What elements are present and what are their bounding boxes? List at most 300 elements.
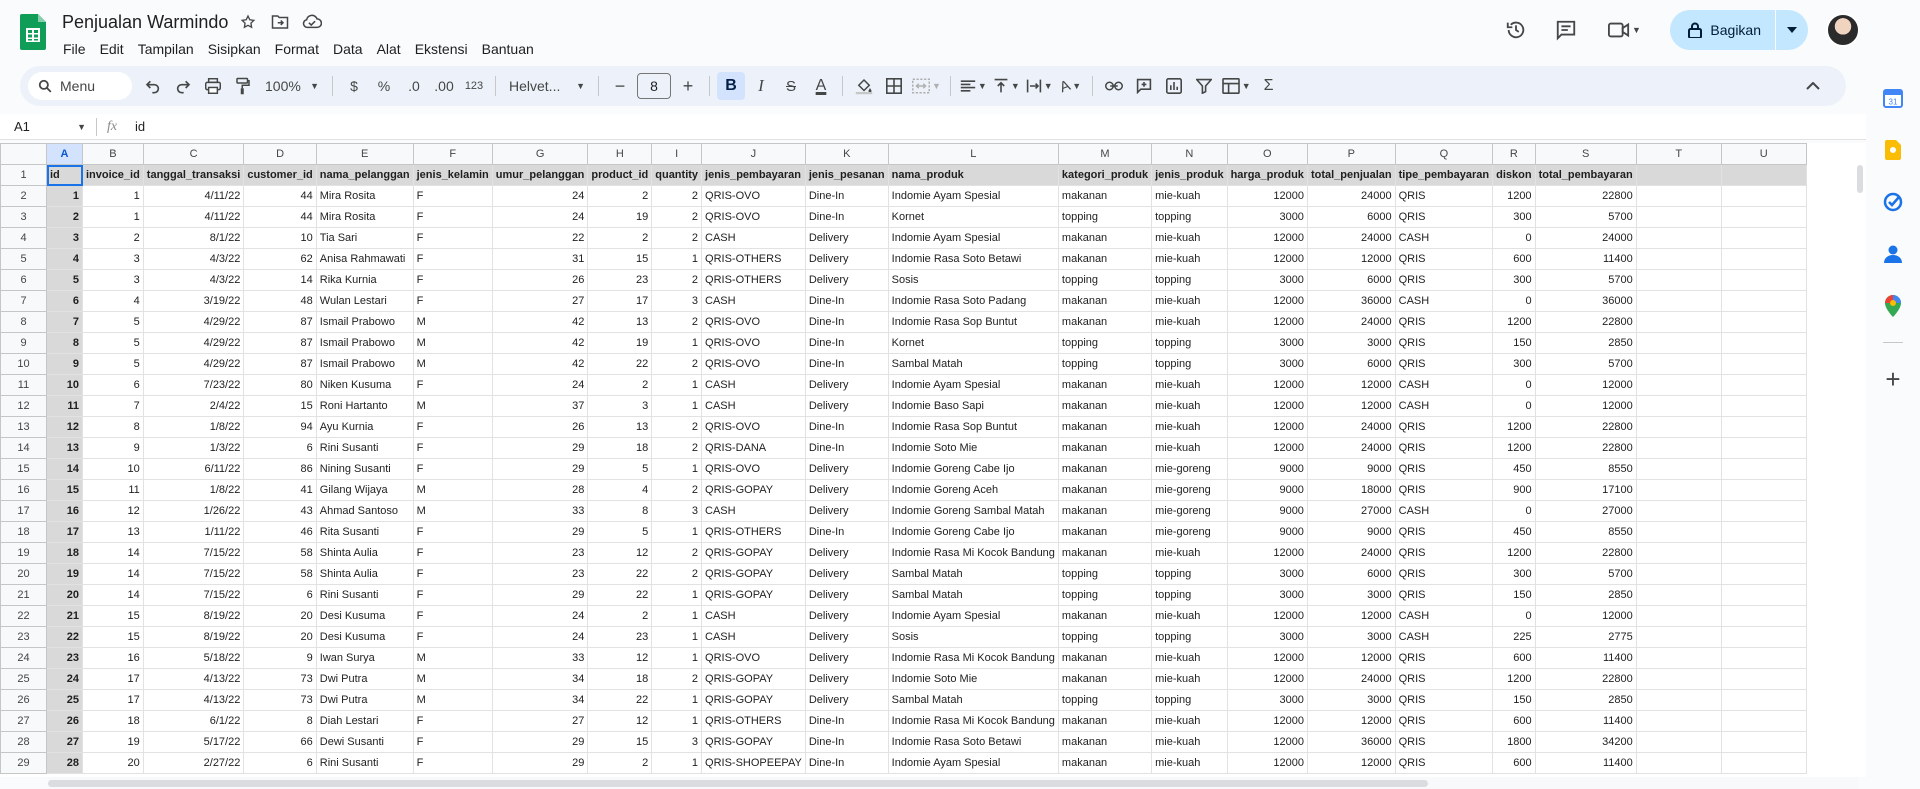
cell[interactable]: QRIS-GOPAY: [702, 564, 806, 585]
menu-help[interactable]: Bantuan: [481, 41, 534, 57]
cell[interactable]: 6/1/22: [143, 711, 244, 732]
cell[interactable]: 17: [47, 522, 83, 543]
cell[interactable]: 16: [47, 501, 83, 522]
header-cell[interactable]: jenis_pesanan: [805, 165, 888, 186]
comments-icon[interactable]: [1546, 10, 1586, 50]
cell[interactable]: 62: [244, 249, 316, 270]
row-header[interactable]: 4: [1, 228, 47, 249]
cell[interactable]: 24000: [1307, 669, 1395, 690]
cell[interactable]: 4/11/22: [143, 207, 244, 228]
text-rotation-button[interactable]: [1057, 72, 1085, 100]
cell[interactable]: 3000: [1227, 564, 1307, 585]
cell[interactable]: 48: [244, 291, 316, 312]
menu-edit[interactable]: Edit: [99, 41, 124, 57]
cell[interactable]: Indomie Baso Sapi: [888, 396, 1058, 417]
cell[interactable]: Wulan Lestari: [316, 291, 413, 312]
cell[interactable]: F: [413, 186, 492, 207]
merge-cells-icon[interactable]: [910, 72, 943, 100]
cell[interactable]: 7/15/22: [143, 585, 244, 606]
cell[interactable]: 1: [83, 186, 144, 207]
cell[interactable]: QRIS-OVO: [702, 459, 806, 480]
empty-cell[interactable]: [1636, 186, 1721, 207]
cell[interactable]: Sosis: [888, 627, 1058, 648]
cell[interactable]: Ismail Prabowo: [316, 312, 413, 333]
cell[interactable]: 80: [244, 375, 316, 396]
cell[interactable]: 12000: [1227, 543, 1307, 564]
cell[interactable]: mie-kuah: [1152, 396, 1227, 417]
empty-cell[interactable]: [1636, 375, 1721, 396]
cell[interactable]: 42: [492, 354, 588, 375]
cell[interactable]: 3: [47, 228, 83, 249]
cell[interactable]: 3000: [1227, 354, 1307, 375]
cell[interactable]: Tia Sari: [316, 228, 413, 249]
cell[interactable]: 31: [492, 249, 588, 270]
cell[interactable]: QRIS-OVO: [702, 312, 806, 333]
cell[interactable]: 36000: [1307, 291, 1395, 312]
cell[interactable]: 12000: [1535, 396, 1636, 417]
cell[interactable]: 23: [492, 564, 588, 585]
cell[interactable]: 300: [1493, 270, 1535, 291]
empty-cell[interactable]: [1636, 459, 1721, 480]
cell[interactable]: Indomie Rasa Mi Kocok Bandung: [888, 543, 1058, 564]
cell[interactable]: Indomie Goreng Aceh: [888, 480, 1058, 501]
cell[interactable]: 150: [1493, 585, 1535, 606]
cell[interactable]: 24000: [1307, 438, 1395, 459]
header-cell[interactable]: customer_id: [244, 165, 316, 186]
cell[interactable]: M: [413, 312, 492, 333]
cell[interactable]: Ayu Kurnia: [316, 417, 413, 438]
cell[interactable]: QRIS: [1395, 543, 1492, 564]
cell[interactable]: Indomie Rasa Soto Betawi: [888, 249, 1058, 270]
cell[interactable]: 11400: [1535, 711, 1636, 732]
cell[interactable]: 19: [83, 732, 144, 753]
cell[interactable]: mie-kuah: [1152, 438, 1227, 459]
cell[interactable]: QRIS-GOPAY: [702, 480, 806, 501]
cell[interactable]: 2: [83, 228, 144, 249]
cell[interactable]: Sosis: [888, 270, 1058, 291]
cell[interactable]: 17: [588, 291, 652, 312]
header-cell[interactable]: kategori_produk: [1058, 165, 1151, 186]
cell[interactable]: Dine-In: [805, 354, 888, 375]
empty-cell[interactable]: [1721, 291, 1806, 312]
cell[interactable]: 1: [652, 606, 702, 627]
cell[interactable]: makanan: [1058, 753, 1151, 774]
cell[interactable]: CASH: [702, 396, 806, 417]
empty-cell[interactable]: [1721, 564, 1806, 585]
cell[interactable]: mie-kuah: [1152, 291, 1227, 312]
cell[interactable]: 5700: [1535, 270, 1636, 291]
cell[interactable]: 6000: [1307, 270, 1395, 291]
cell[interactable]: 19: [588, 333, 652, 354]
cell[interactable]: QRIS-GOPAY: [702, 543, 806, 564]
empty-cell[interactable]: [1721, 648, 1806, 669]
cell[interactable]: 15: [588, 732, 652, 753]
row-header[interactable]: 14: [1, 438, 47, 459]
empty-cell[interactable]: [1636, 165, 1721, 186]
more-formats-button[interactable]: 123: [464, 80, 484, 92]
cell[interactable]: 24000: [1307, 186, 1395, 207]
star-icon[interactable]: [236, 10, 260, 34]
formula-input[interactable]: id: [135, 119, 146, 134]
cell[interactable]: QRIS-SHOPEEPAY: [702, 753, 806, 774]
cell[interactable]: 24000: [1307, 417, 1395, 438]
cell[interactable]: QRIS: [1395, 732, 1492, 753]
cell[interactable]: 9000: [1307, 522, 1395, 543]
cell[interactable]: 24000: [1307, 228, 1395, 249]
row-header[interactable]: 13: [1, 417, 47, 438]
cell[interactable]: 12000: [1227, 711, 1307, 732]
empty-cell[interactable]: [1636, 585, 1721, 606]
cell[interactable]: CASH: [702, 501, 806, 522]
cell[interactable]: 22: [588, 564, 652, 585]
cell[interactable]: 3: [652, 501, 702, 522]
empty-cell[interactable]: [1721, 438, 1806, 459]
cell[interactable]: 1200: [1493, 543, 1535, 564]
increase-font-size-button[interactable]: +: [682, 75, 694, 96]
cell[interactable]: 1200: [1493, 186, 1535, 207]
bold-button[interactable]: B: [717, 72, 745, 100]
cell[interactable]: Delivery: [805, 480, 888, 501]
cell[interactable]: 2: [652, 354, 702, 375]
column-header-u[interactable]: U: [1721, 144, 1806, 165]
cell[interactable]: 2850: [1535, 690, 1636, 711]
cell[interactable]: mie-kuah: [1152, 375, 1227, 396]
row-header[interactable]: 17: [1, 501, 47, 522]
cell[interactable]: 15: [244, 396, 316, 417]
cell[interactable]: 15: [83, 606, 144, 627]
cell[interactable]: topping: [1058, 627, 1151, 648]
cell[interactable]: 23: [588, 270, 652, 291]
cell[interactable]: CASH: [1395, 396, 1492, 417]
cell[interactable]: 2: [652, 228, 702, 249]
cell[interactable]: mie-kuah: [1152, 186, 1227, 207]
cell[interactable]: Dine-In: [805, 333, 888, 354]
cell[interactable]: 6000: [1307, 354, 1395, 375]
column-header-b[interactable]: B: [83, 144, 144, 165]
cell[interactable]: 900: [1493, 480, 1535, 501]
column-header-d[interactable]: D: [244, 144, 316, 165]
cell[interactable]: 4/29/22: [143, 333, 244, 354]
cell[interactable]: mie-kuah: [1152, 228, 1227, 249]
cell[interactable]: QRIS: [1395, 207, 1492, 228]
row-header[interactable]: 10: [1, 354, 47, 375]
empty-cell[interactable]: [1636, 732, 1721, 753]
cell[interactable]: makanan: [1058, 669, 1151, 690]
cell[interactable]: mie-goreng: [1152, 522, 1227, 543]
cell[interactable]: 22: [588, 690, 652, 711]
cell[interactable]: 22800: [1535, 312, 1636, 333]
cell[interactable]: QRIS-GOPAY: [702, 669, 806, 690]
cell[interactable]: Indomie Rasa Soto Padang: [888, 291, 1058, 312]
empty-cell[interactable]: [1636, 690, 1721, 711]
cell[interactable]: 5: [588, 459, 652, 480]
cell[interactable]: 29: [492, 732, 588, 753]
cell[interactable]: 73: [244, 690, 316, 711]
empty-cell[interactable]: [1636, 564, 1721, 585]
cell[interactable]: 600: [1493, 249, 1535, 270]
cell[interactable]: 23: [47, 648, 83, 669]
filter-views-icon[interactable]: [1220, 72, 1253, 100]
cell[interactable]: 24000: [1535, 228, 1636, 249]
cell[interactable]: QRIS-OVO: [702, 354, 806, 375]
cell[interactable]: QRIS: [1395, 270, 1492, 291]
cell[interactable]: 87: [244, 333, 316, 354]
cell[interactable]: 11400: [1535, 753, 1636, 774]
zoom-select[interactable]: [259, 72, 325, 100]
cell[interactable]: 0: [1493, 606, 1535, 627]
cell[interactable]: 34200: [1535, 732, 1636, 753]
cell[interactable]: 2: [588, 228, 652, 249]
cell[interactable]: F: [413, 207, 492, 228]
cell[interactable]: makanan: [1058, 249, 1151, 270]
cell[interactable]: 12000: [1227, 417, 1307, 438]
empty-cell[interactable]: [1636, 606, 1721, 627]
cell[interactable]: 300: [1493, 564, 1535, 585]
cell[interactable]: 44: [244, 186, 316, 207]
avatar[interactable]: [1826, 13, 1860, 47]
horizontal-scroll-thumb[interactable]: [48, 780, 1428, 787]
cell[interactable]: F: [413, 543, 492, 564]
filter-icon[interactable]: [1190, 72, 1218, 100]
cell[interactable]: 2: [588, 375, 652, 396]
cell[interactable]: 36000: [1535, 291, 1636, 312]
cell[interactable]: 7/15/22: [143, 543, 244, 564]
row-header[interactable]: 16: [1, 480, 47, 501]
cell[interactable]: 33: [492, 648, 588, 669]
cell[interactable]: QRIS: [1395, 417, 1492, 438]
cell[interactable]: topping: [1152, 354, 1227, 375]
cell[interactable]: 8: [244, 711, 316, 732]
menu-search[interactable]: [28, 72, 132, 100]
cell[interactable]: 4: [588, 480, 652, 501]
cell[interactable]: F: [413, 291, 492, 312]
keep-icon[interactable]: [1879, 136, 1907, 164]
cell[interactable]: Indomie Ayam Spesial: [888, 606, 1058, 627]
cell[interactable]: 12000: [1307, 375, 1395, 396]
cell[interactable]: CASH: [1395, 291, 1492, 312]
cell[interactable]: F: [413, 375, 492, 396]
empty-cell[interactable]: [1721, 606, 1806, 627]
cell[interactable]: QRIS: [1395, 753, 1492, 774]
row-header[interactable]: 27: [1, 711, 47, 732]
cell[interactable]: 2850: [1535, 333, 1636, 354]
cell[interactable]: topping: [1058, 690, 1151, 711]
sheets-logo-icon[interactable]: [20, 14, 46, 50]
cell[interactable]: Delivery: [805, 459, 888, 480]
header-cell[interactable]: tipe_pembayaran: [1395, 165, 1492, 186]
cell[interactable]: 7/15/22: [143, 564, 244, 585]
cell[interactable]: makanan: [1058, 417, 1151, 438]
cell[interactable]: 9000: [1227, 522, 1307, 543]
cell[interactable]: 9: [244, 648, 316, 669]
cell[interactable]: Dine-In: [805, 312, 888, 333]
cell[interactable]: Indomie Soto Mie: [888, 669, 1058, 690]
cell[interactable]: 5: [83, 354, 144, 375]
cell[interactable]: Rita Susanti: [316, 522, 413, 543]
cell[interactable]: 8550: [1535, 459, 1636, 480]
cell[interactable]: 19: [588, 207, 652, 228]
empty-cell[interactable]: [1721, 354, 1806, 375]
cell[interactable]: 1: [652, 249, 702, 270]
cell[interactable]: Dine-In: [805, 291, 888, 312]
column-header-g[interactable]: G: [492, 144, 588, 165]
cell[interactable]: 12000: [1227, 669, 1307, 690]
cell[interactable]: 0: [1493, 501, 1535, 522]
cell[interactable]: 22: [47, 627, 83, 648]
cell[interactable]: 12: [83, 501, 144, 522]
cell[interactable]: 1200: [1493, 312, 1535, 333]
cell[interactable]: Gilang Wijaya: [316, 480, 413, 501]
cell[interactable]: 24000: [1307, 543, 1395, 564]
cell[interactable]: Delivery: [805, 564, 888, 585]
cell[interactable]: 6: [83, 375, 144, 396]
cloud-saved-icon[interactable]: [300, 10, 324, 34]
cell[interactable]: 20: [244, 606, 316, 627]
empty-cell[interactable]: [1636, 480, 1721, 501]
version-history-icon[interactable]: [1496, 10, 1536, 50]
row-header[interactable]: 20: [1, 564, 47, 585]
cell[interactable]: CASH: [1395, 501, 1492, 522]
cell[interactable]: makanan: [1058, 501, 1151, 522]
cell[interactable]: Delivery: [805, 228, 888, 249]
empty-cell[interactable]: [1721, 711, 1806, 732]
cell[interactable]: mie-kuah: [1152, 648, 1227, 669]
cell[interactable]: Diah Lestari: [316, 711, 413, 732]
cell[interactable]: 13: [588, 312, 652, 333]
cell[interactable]: 1: [652, 522, 702, 543]
cell[interactable]: QRIS: [1395, 690, 1492, 711]
row-header[interactable]: 28: [1, 732, 47, 753]
cell[interactable]: Mira Rosita: [316, 186, 413, 207]
cell[interactable]: 3000: [1227, 585, 1307, 606]
cell[interactable]: topping: [1152, 207, 1227, 228]
row-header[interactable]: 9: [1, 333, 47, 354]
cell[interactable]: Sambal Matah: [888, 690, 1058, 711]
empty-cell[interactable]: [1636, 753, 1721, 774]
cell[interactable]: 13: [83, 522, 144, 543]
cell[interactable]: makanan: [1058, 291, 1151, 312]
cell[interactable]: Desi Kusuma: [316, 606, 413, 627]
decrease-font-size-button[interactable]: −: [614, 75, 626, 96]
row-header[interactable]: 5: [1, 249, 47, 270]
row-header[interactable]: 25: [1, 669, 47, 690]
cell[interactable]: Indomie Soto Mie: [888, 438, 1058, 459]
cell[interactable]: 1: [83, 207, 144, 228]
cell[interactable]: 2: [652, 564, 702, 585]
move-folder-icon[interactable]: [268, 10, 292, 34]
cell[interactable]: 4: [47, 249, 83, 270]
cell[interactable]: 1: [652, 753, 702, 774]
cell[interactable]: 6: [244, 585, 316, 606]
cell[interactable]: 23: [492, 543, 588, 564]
cell[interactable]: 600: [1493, 711, 1535, 732]
cell[interactable]: QRIS: [1395, 459, 1492, 480]
font-family-select[interactable]: [503, 72, 591, 100]
cell[interactable]: 11: [47, 396, 83, 417]
column-header-s[interactable]: S: [1535, 144, 1636, 165]
row-header[interactable]: 29: [1, 753, 47, 774]
cell[interactable]: Indomie Ayam Spesial: [888, 753, 1058, 774]
cell[interactable]: F: [413, 627, 492, 648]
cell[interactable]: Delivery: [805, 648, 888, 669]
cell[interactable]: 1200: [1493, 669, 1535, 690]
header-cell[interactable]: id: [47, 165, 83, 186]
italic-button[interactable]: I: [758, 76, 764, 95]
cell[interactable]: 41: [244, 480, 316, 501]
cell[interactable]: Delivery: [805, 585, 888, 606]
cell[interactable]: QRIS: [1395, 585, 1492, 606]
horizontal-scrollbar[interactable]: [48, 777, 1858, 789]
cell[interactable]: 3000: [1307, 627, 1395, 648]
cell[interactable]: Delivery: [805, 627, 888, 648]
cell[interactable]: 37: [492, 396, 588, 417]
cell[interactable]: 33: [492, 501, 588, 522]
row-header[interactable]: 24: [1, 648, 47, 669]
cell[interactable]: 22800: [1535, 186, 1636, 207]
cell[interactable]: F: [413, 711, 492, 732]
cell[interactable]: 34: [492, 669, 588, 690]
cell[interactable]: 66: [244, 732, 316, 753]
cell[interactable]: 2: [588, 186, 652, 207]
cell[interactable]: 12000: [1227, 606, 1307, 627]
column-header-j[interactable]: J: [702, 144, 806, 165]
cell[interactable]: F: [413, 438, 492, 459]
cell[interactable]: 1: [652, 375, 702, 396]
cell[interactable]: makanan: [1058, 375, 1151, 396]
cell[interactable]: Dine-In: [805, 438, 888, 459]
empty-cell[interactable]: [1636, 501, 1721, 522]
cell[interactable]: topping: [1152, 690, 1227, 711]
cell[interactable]: M: [413, 690, 492, 711]
cell[interactable]: 2: [652, 186, 702, 207]
cell[interactable]: 2: [652, 417, 702, 438]
column-header-i[interactable]: I: [652, 144, 702, 165]
insert-chart-icon[interactable]: [1160, 72, 1188, 100]
cell[interactable]: 3: [83, 270, 144, 291]
select-all-corner[interactable]: [1, 144, 47, 165]
cell[interactable]: 2/4/22: [143, 396, 244, 417]
header-cell[interactable]: jenis_kelamin: [413, 165, 492, 186]
cell[interactable]: QRIS: [1395, 564, 1492, 585]
empty-cell[interactable]: [1636, 207, 1721, 228]
empty-cell[interactable]: [1636, 669, 1721, 690]
cell[interactable]: makanan: [1058, 396, 1151, 417]
cell[interactable]: 12000: [1227, 291, 1307, 312]
cell[interactable]: QRIS: [1395, 522, 1492, 543]
cell[interactable]: 5: [588, 522, 652, 543]
cell[interactable]: 12000: [1227, 186, 1307, 207]
cell[interactable]: QRIS-GOPAY: [702, 732, 806, 753]
cell[interactable]: Rini Susanti: [316, 585, 413, 606]
collapse-toolbar-icon[interactable]: [1799, 72, 1827, 100]
cell[interactable]: F: [413, 732, 492, 753]
undo-icon[interactable]: [139, 72, 167, 100]
cell[interactable]: 46: [244, 522, 316, 543]
cell[interactable]: QRIS: [1395, 249, 1492, 270]
cell[interactable]: 8: [47, 333, 83, 354]
cell[interactable]: makanan: [1058, 648, 1151, 669]
cell[interactable]: 4/11/22: [143, 186, 244, 207]
cell[interactable]: makanan: [1058, 711, 1151, 732]
header-cell[interactable]: diskon: [1493, 165, 1535, 186]
cell[interactable]: Rini Susanti: [316, 753, 413, 774]
cell[interactable]: 3: [83, 249, 144, 270]
cell[interactable]: 29: [492, 438, 588, 459]
cell[interactable]: 22: [492, 228, 588, 249]
cell[interactable]: 28: [492, 480, 588, 501]
cell[interactable]: Delivery: [805, 606, 888, 627]
row-header[interactable]: 3: [1, 207, 47, 228]
